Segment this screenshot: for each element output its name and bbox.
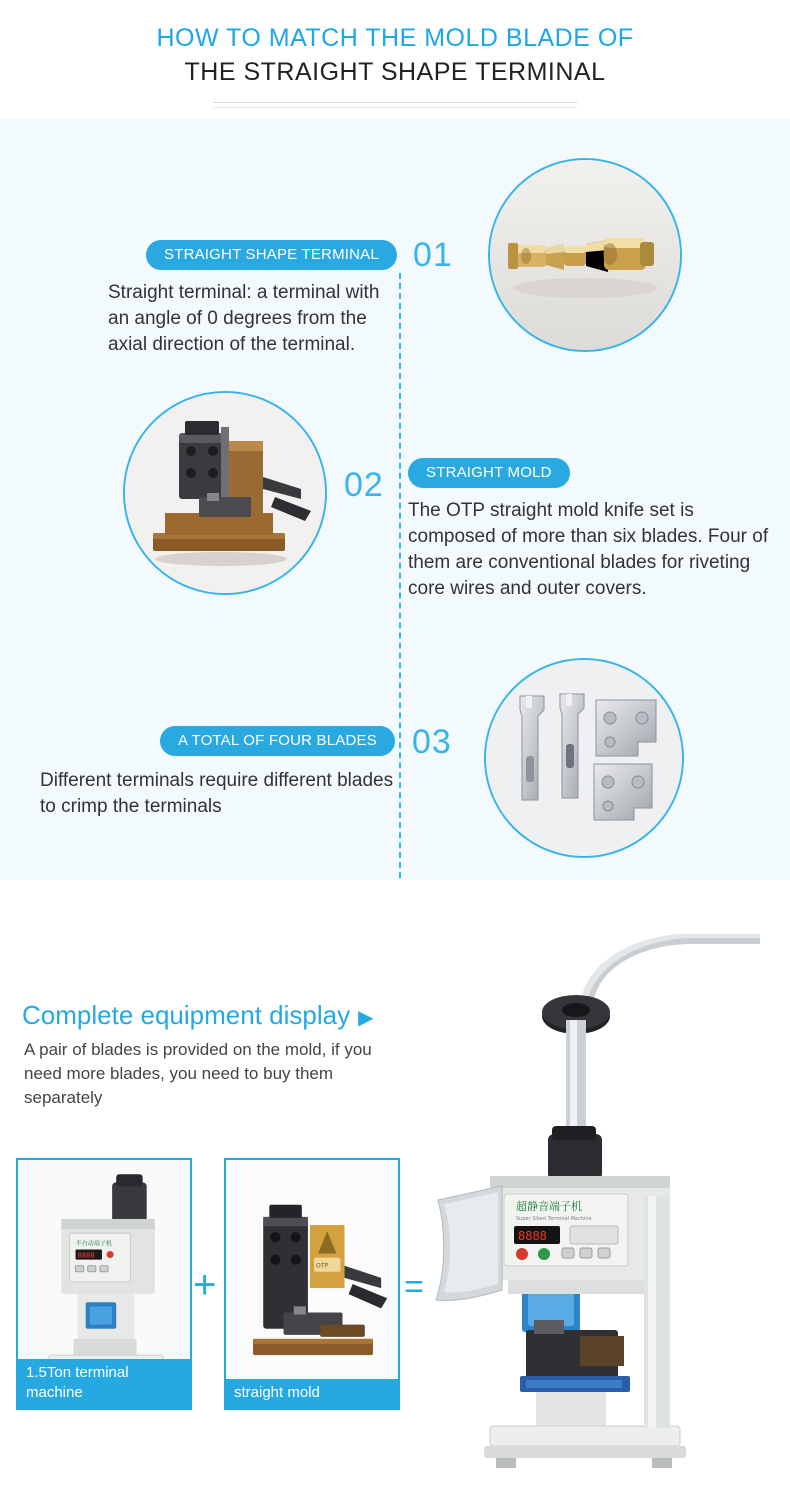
step-02-text-block: [408, 458, 786, 602]
straight-mold-icon: [125, 393, 325, 593]
brass-straight-terminal-icon: [490, 160, 680, 350]
step-03-description: Different terminals require different blades to crimp the terminals: [40, 770, 394, 817]
svg-text:8888: 8888: [77, 1250, 95, 1260]
page-title-line1: HOW TO MATCH THE MOLD BLADE OF: [156, 24, 634, 52]
svg-text:Super Silent Terminal Machine: Super Silent Terminal Machine: [516, 1216, 592, 1222]
product-card-straight-mold: [224, 1158, 400, 1410]
assembled-machine-image: [430, 900, 780, 1480]
header-divider-secondary: [213, 107, 577, 108]
plus-symbol: +: [193, 1263, 217, 1307]
product-card-terminal-machine: [16, 1158, 192, 1410]
straight-mold-product-icon: [226, 1160, 398, 1408]
header-divider: [213, 102, 577, 103]
svg-text:半自动端子机: 半自动端子机: [75, 1240, 113, 1248]
play-arrow-icon: ▶: [358, 1007, 374, 1029]
step-03-label: A TOTAL OF FOUR BLADES: [160, 726, 395, 756]
svg-text:OTP: OTP: [316, 1262, 329, 1270]
equipment-display-subtitle: A pair of blades is provided on the mold, if you need more blades, you need to buy them separately: [24, 1040, 372, 1107]
assembled-machine-icon: [430, 900, 780, 1480]
step-01-text-block: [108, 240, 400, 358]
step-02-number: 02: [344, 466, 384, 504]
step-03-number: 03: [412, 723, 452, 761]
step-01-description: Straight terminal: a terminal with an angle of 0 degrees from the axial direction of the terminal.: [108, 282, 380, 355]
equipment-display-title: [22, 1000, 373, 1031]
step-02-label: STRAIGHT MOLD: [408, 458, 570, 488]
equals-symbol: =: [404, 1268, 424, 1306]
product-1-caption: 1.5Ton terminal machine: [18, 1359, 190, 1408]
equipment-display-title-text: Complete equipment display: [22, 1000, 351, 1030]
equipment-display-section: [0, 880, 790, 1494]
step-03-text-block: [40, 726, 400, 820]
step-03-image: [484, 658, 684, 858]
page-header: [0, 0, 790, 108]
step-03-pill-wrap: [160, 726, 400, 756]
step-01-image: [488, 158, 682, 352]
step-01-pill-wrap: [146, 240, 400, 270]
step-01-number: 01: [413, 236, 453, 274]
steps-section: [0, 118, 790, 880]
four-blades-icon: [486, 660, 682, 856]
svg-text:超静音端子机: 超静音端子机: [516, 1200, 582, 1213]
page-title-line2: THE STRAIGHT SHAPE TERMINAL: [184, 58, 606, 86]
step-01-label: STRAIGHT SHAPE TERMINAL: [146, 240, 397, 270]
svg-text:8888: 8888: [518, 1229, 547, 1243]
product-2-caption: straight mold: [226, 1379, 398, 1408]
step-02-image: [123, 391, 327, 595]
step-02-description: The OTP straight mold knife set is composed of more than six blades. Four of them are conventional blades for riveting core wires and outer covers.: [408, 500, 769, 599]
